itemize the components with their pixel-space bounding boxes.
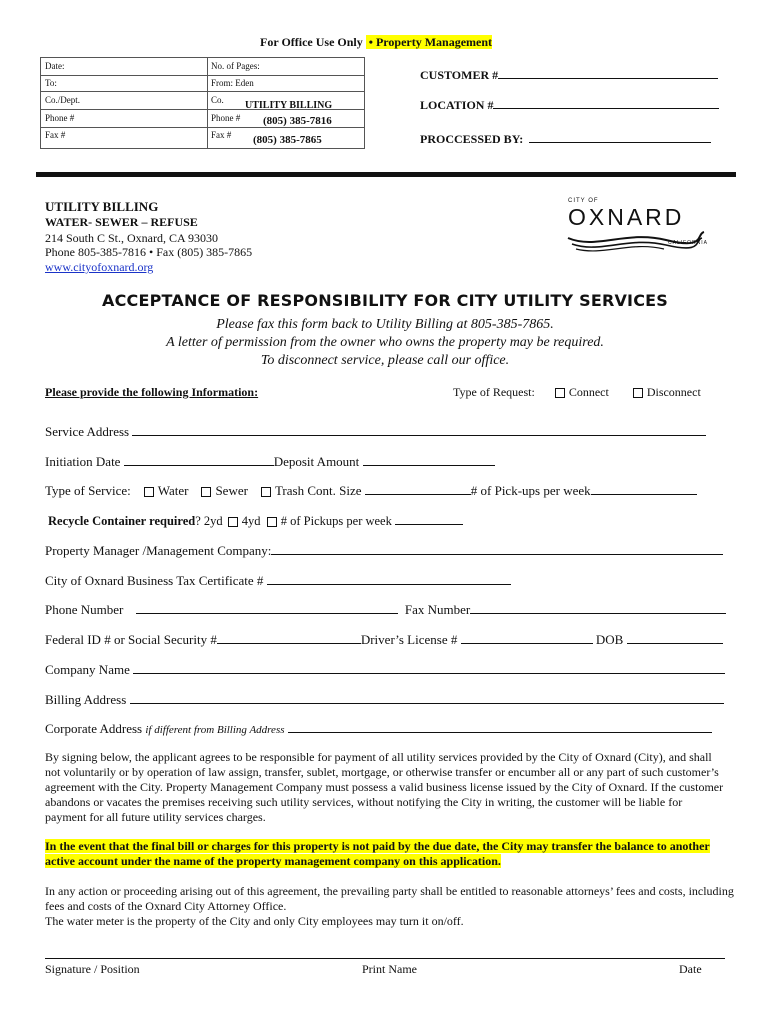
dept-services: WATER- SEWER – REFUSE <box>45 215 198 229</box>
print-name-label: Print Name <box>362 962 417 976</box>
billing-address-input[interactable] <box>130 691 724 704</box>
business-tax-row <box>45 572 511 589</box>
recycle-4yd-checkbox[interactable] <box>267 517 277 527</box>
dept-name: UTILITY BILLING <box>45 199 159 214</box>
fax-phone-value: (805) 385-7816 <box>263 115 332 127</box>
type-of-request <box>453 385 701 400</box>
deposit-amount-label: Deposit Amount <box>273 454 360 469</box>
fax-fax-left: Fax # <box>45 130 66 140</box>
recycle-label: Recycle Container required <box>48 514 196 528</box>
fax-phone-left: Phone # <box>45 113 75 123</box>
dept-address: 214 South C St., Oxnard, CA 93030 <box>45 231 219 245</box>
fax-from-label: From: Eden <box>211 78 254 88</box>
corporate-address-row <box>45 720 712 737</box>
company-name-input[interactable] <box>133 661 725 674</box>
corporate-address-label: Corporate Address <box>45 721 143 736</box>
phone-fax-row <box>45 601 726 618</box>
header-divider <box>36 172 736 177</box>
trash-size-label: Trash Cont. Size <box>274 483 362 498</box>
customer-number-label: CUSTOMER # <box>420 68 499 82</box>
trash-checkbox[interactable] <box>261 487 271 497</box>
fax-fax-value: (805) 385-7865 <box>253 134 322 146</box>
water-meter-note: The water meter is the property of the City and only City employees may turn it on/off. <box>45 914 464 928</box>
instruction-disconnect: To disconnect service, please call our office. <box>260 353 510 368</box>
customer-number-line[interactable] <box>498 66 718 79</box>
dept-website-link[interactable]: www.cityofoxnard.org <box>45 260 154 274</box>
federal-id-row <box>45 631 723 648</box>
recycle-pickups-input[interactable] <box>395 512 463 525</box>
dob-input[interactable] <box>627 631 723 644</box>
recycle-2yd-checkbox[interactable] <box>228 517 238 527</box>
transfer-balance-text: In the event that the final bill or charges for this property is not paid by the due date, the City may transfer the balance to another active account under the name of the property management company on this application. <box>45 839 710 868</box>
dept-phone-fax: Phone 805-385-7816 • Fax (805) 385-7865 <box>45 245 253 259</box>
initiation-row <box>45 453 495 470</box>
recycle-2yd-label: ? 2yd <box>195 514 223 528</box>
fax-pages-label: No. of Pages: <box>211 61 260 71</box>
dob-label: DOB <box>595 632 624 647</box>
fax-date-label: Date: <box>45 61 65 71</box>
location-number-label: LOCATION # <box>420 98 494 112</box>
drivers-license-input[interactable] <box>461 631 593 644</box>
office-use-header <box>260 35 492 50</box>
instruction-fax: Please fax this form back to Utility Billing at 805-385-7865. <box>216 317 554 332</box>
business-tax-input[interactable] <box>267 572 511 585</box>
type-request-label: Type of Request: <box>453 385 535 399</box>
processed-by-label: PROCCESSED BY: <box>420 132 524 146</box>
signature-line[interactable] <box>45 958 725 959</box>
if-different-note: if different from Billing Address <box>145 724 285 736</box>
transfer-balance-notice <box>45 839 725 869</box>
bullet: • <box>368 35 373 49</box>
water-checkbox[interactable] <box>144 487 154 497</box>
federal-id-label: Federal ID # or Social Security # <box>45 632 217 647</box>
sewer-label: Sewer <box>215 483 248 498</box>
oxnard-logo <box>566 196 716 256</box>
customer-number-field[interactable] <box>420 66 718 83</box>
logo-city-of: CITY OF <box>568 198 599 204</box>
water-label: Water <box>157 483 189 498</box>
company-name-label: Company Name <box>45 662 130 677</box>
fax-to-label: To: <box>45 78 57 88</box>
disconnect-checkbox[interactable] <box>633 388 643 398</box>
sewer-checkbox[interactable] <box>201 487 211 497</box>
connect-checkbox[interactable] <box>555 388 565 398</box>
initiation-date-label: Initiation Date <box>45 454 121 469</box>
property-manager-label: Property Manager /Management Company: <box>45 543 272 558</box>
location-number-line[interactable] <box>493 96 719 109</box>
processed-by-field[interactable] <box>420 130 711 147</box>
processed-by-line[interactable] <box>529 130 711 143</box>
recycle-pickups-label: # of Pickups per week <box>280 514 392 528</box>
fax-codept-label: Co./Dept. <box>45 95 80 105</box>
pickups-per-week-label: # of Pick-ups per week <box>470 483 591 498</box>
pickups-per-week-input[interactable] <box>591 482 697 495</box>
connect-label: Connect <box>568 385 609 399</box>
phone-number-input[interactable] <box>136 601 398 614</box>
service-address-input[interactable] <box>132 423 706 436</box>
corporate-address-input[interactable] <box>288 720 712 733</box>
trash-size-input[interactable] <box>365 482 471 495</box>
service-address-row <box>45 423 706 440</box>
location-number-field[interactable] <box>420 96 719 113</box>
agreement-paragraph: By signing below, the applicant agrees to be responsible for payment of all utility services provided by the City of Oxnard (City), and shall not voluntarily or by operation of law assign, transfer, sublet, mortgage, or otherwise transfer or encumber all or any part of such customer’s agreement with the City. Property Management Company must possess a valid business license issued by the City of Oxnard. If the customer abandons or vacates the premises receiving such utility services, without notifying the City in writing, the customer will be liable for payment for all future utility services charges. <box>45 750 724 824</box>
disconnect-label: Disconnect <box>646 385 701 399</box>
fax-number-label: Fax Number <box>404 602 471 617</box>
billing-address-row <box>45 691 724 708</box>
logo-california: CALIFORNIA <box>668 240 709 246</box>
federal-id-input[interactable] <box>217 631 361 644</box>
instruction-letter: A letter of permission from the owner who owns the property may be required. <box>166 335 604 350</box>
company-name-row <box>45 661 725 678</box>
attorney-fees-paragraph: In any action or proceeding arising out of this agreement, the prevailing party shall be entitled to reasonable attorneys’ fees and costs, including fees and costs of the Oxnard City Attorney Office. <box>45 884 734 913</box>
fax-co-label: Co. <box>211 95 224 105</box>
recycle-row <box>48 512 463 529</box>
initiation-date-input[interactable] <box>124 453 274 466</box>
business-tax-label: City of Oxnard Business Tax Certificate # <box>45 573 264 588</box>
fax-fax-right: Fax # <box>211 130 232 140</box>
fax-utility-billing: UTILITY BILLING <box>245 100 333 111</box>
fax-cover-table <box>40 57 365 149</box>
phone-number-label: Phone Number <box>45 602 124 617</box>
type-of-service-label: Type of Service: <box>45 483 131 498</box>
recycle-4yd-label: 4yd <box>241 514 261 528</box>
fax-phone-right: Phone # <box>211 113 241 123</box>
date-label: Date <box>679 962 702 976</box>
fax-number-input[interactable] <box>470 601 726 614</box>
logo-oxnard: OXNARD <box>568 204 685 230</box>
property-management-label: Property Management <box>375 35 493 49</box>
form-title: ACCEPTANCE OF RESPONSIBILITY FOR CITY UTILITY SERVICES <box>101 291 669 310</box>
drivers-license-label: Driver’s License # <box>360 632 458 647</box>
office-use-label: For Office Use Only <box>260 35 363 49</box>
property-manager-row <box>45 542 723 559</box>
service-address-label: Service Address <box>45 424 130 439</box>
signature-position-label: Signature / Position <box>45 962 140 976</box>
property-manager-input[interactable] <box>271 542 723 555</box>
deposit-amount-input[interactable] <box>363 453 495 466</box>
type-of-service-row <box>45 482 697 499</box>
property-management-highlight <box>366 35 492 49</box>
billing-address-label: Billing Address <box>45 692 127 707</box>
provide-info-heading: Please provide the following Information: <box>45 385 259 399</box>
